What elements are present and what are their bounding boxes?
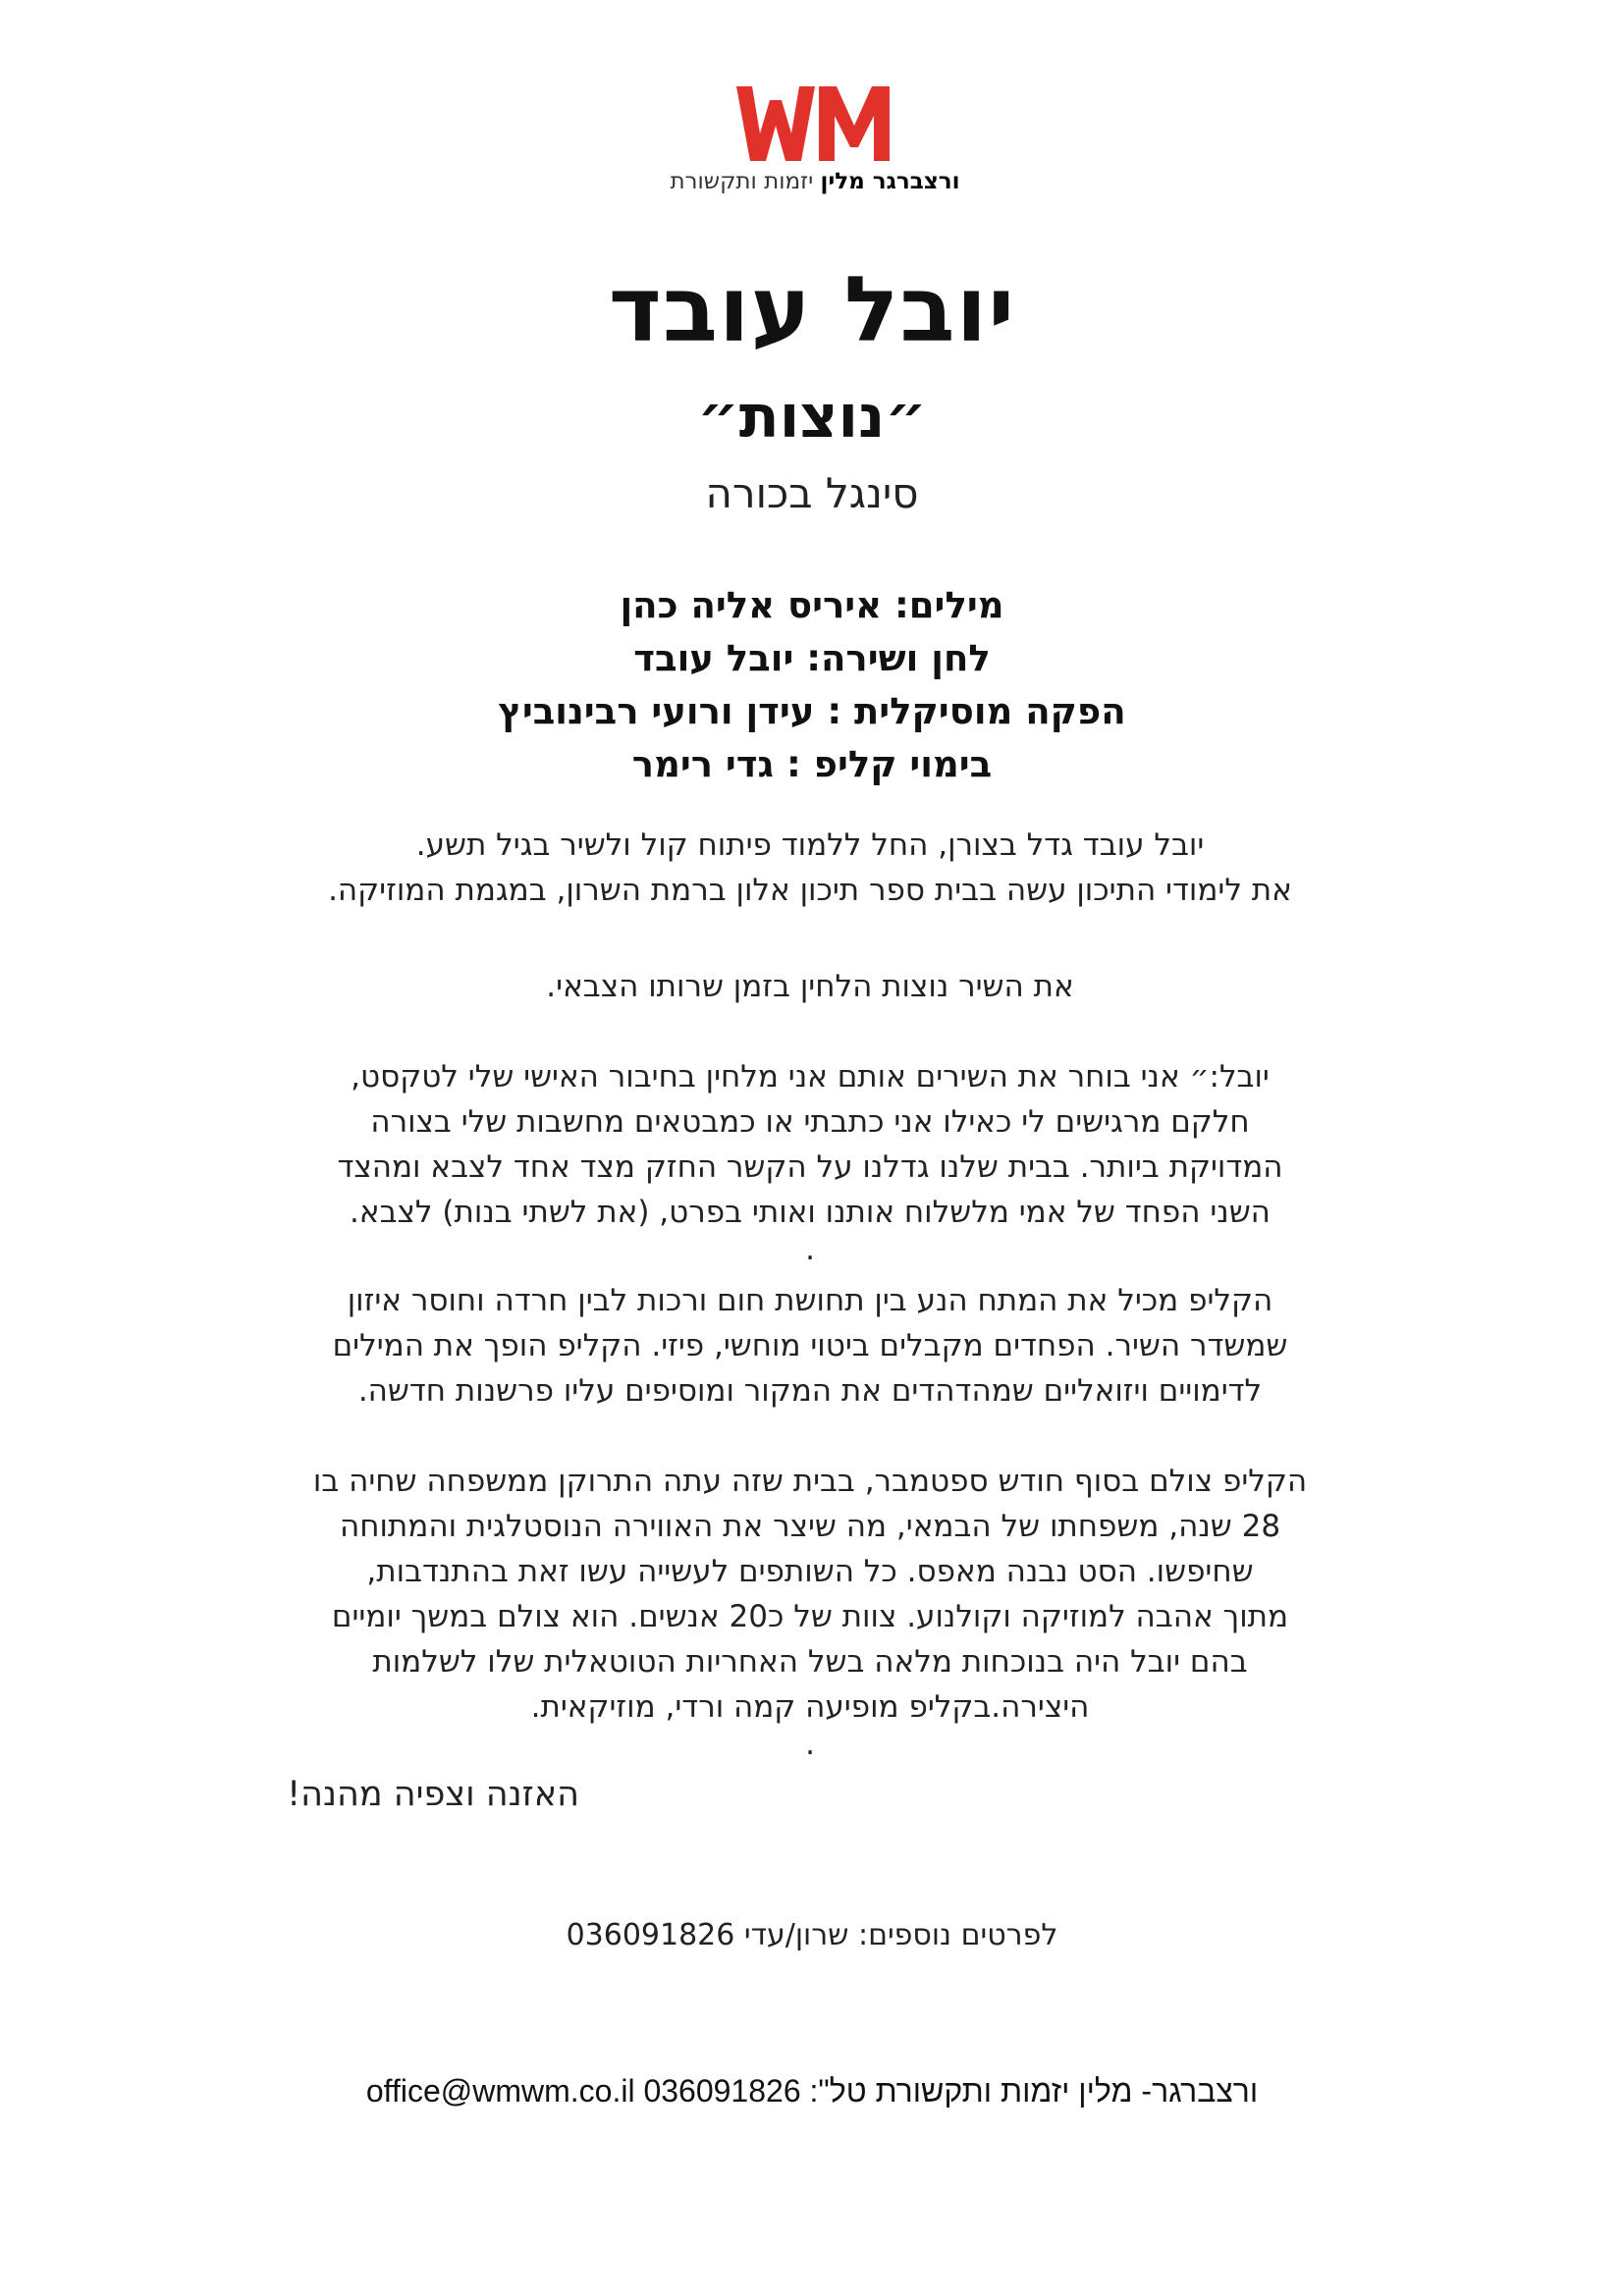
song-title: ״נוצות״ <box>697 383 927 452</box>
credit-production: הפקה מוסיקלית : עידן ורועי רבינוביץ <box>498 690 1126 732</box>
text-line: היצירה.בקליפ מופיעה קמה ורדי, מוזיקאית. <box>530 1689 1090 1725</box>
text-line: חלקם מרגישים לי כאילו אני כתבתי או כמבטאים מחשבות שלי בצורה <box>370 1104 1250 1140</box>
logo-tagline-text: יזמות ותקשורת <box>670 169 814 194</box>
text-line: לדימויים ויזואליים שמהדהדים את המקור ומוסיפים עליו פרשנות חדשה. <box>357 1373 1263 1409</box>
credit-music-vocals: לחן ושירה: יובל עובד <box>633 637 991 679</box>
contact-details: לפרטים נוספים: שרון/עדי 036091826 <box>566 1918 1058 1952</box>
text-line: . <box>805 1232 815 1267</box>
paragraph-bio <box>236 823 1384 913</box>
closing-line: האזנה וצפיה מהנה! <box>287 1775 579 1814</box>
text-line: שחיפשו. הסט נבנה מאפס. כל השותפים לעשייה עשו זאת בהתנדבות, <box>366 1554 1254 1589</box>
text-line: שמשדר השיר. הפחדים מקבלים ביטוי מוחשי, פיזי. הקליפ הופך את המילים <box>332 1328 1288 1363</box>
text-line: . <box>805 1727 815 1762</box>
logo-tagline <box>668 169 962 194</box>
text-line: יובל:״ אני בוחר את השירים אותם אני מלחין בחיבור האישי שלי לטקסט, <box>351 1059 1270 1095</box>
text-line: השני הפחד של אמי מלשלוח אותנו ואותי בפרט, (את לשתי בנות) לצבא. <box>350 1195 1271 1230</box>
wm-logo-icon <box>736 86 893 161</box>
paragraph-quote <box>236 1054 1384 1267</box>
paragraph-army <box>236 964 1384 1009</box>
credit-clip-director: בימוי קליפ : גדי רימר <box>631 743 993 785</box>
company-logo <box>668 86 962 204</box>
artist-title: יובל עובד <box>608 257 1016 362</box>
text-line: בהם יובל היה בנוכחות מלאה בשל האחריות הטוטאלית שלו לשלמות <box>372 1644 1248 1680</box>
text-line: מתוך אהבה למוזיקה וקולנוע. צוות של כ20 אנשים. הוא צולם במשך יומיים <box>331 1599 1289 1634</box>
text-line: את השיר נוצות הלחין בזמן שרותו הצבאי. <box>546 969 1074 1004</box>
text-line: הקליפ מכיל את המתח הנע בין תחושת חום ורכות לבין חרדה וחוסר איזון <box>347 1283 1273 1318</box>
text-line: יובל עובד גדל בצורן, החל ללמוד פיתוח קול ולשיר בגיל תשע. <box>415 828 1205 863</box>
paragraph-production <box>236 1459 1384 1762</box>
paragraph-clip <box>236 1278 1384 1414</box>
logo-brand-name: ורצברגר מלין <box>820 169 960 194</box>
footer-contact: ורצברגר- מלין יזמות ותקשורת טל": 036091826 office@wmwm.co.il <box>365 2073 1259 2109</box>
credits-block <box>0 579 1624 791</box>
text-line: 28 שנה, משפחתו של הבמאי, מה שיצר את האווירה הנוסטלגית והמתוחה <box>339 1509 1281 1544</box>
release-subtitle: סינגל בכורה <box>705 469 919 517</box>
text-line: את לימודי התיכון עשה בבית ספר תיכון אלון ברמת השרון, במגמת המוזיקה. <box>328 873 1292 908</box>
credit-lyrics: מילים: איריס אליה כהן <box>620 584 1004 626</box>
text-line: הקליפ צולם בסוף חודש ספטמבר, בבית שזה עתה התרוקן ממשפחה שחיה בו <box>312 1464 1308 1499</box>
text-line: המדויקת ביותר. בבית שלנו גדלנו על הקשר החזק מצד אחד לצבא ומהצד <box>337 1149 1283 1185</box>
